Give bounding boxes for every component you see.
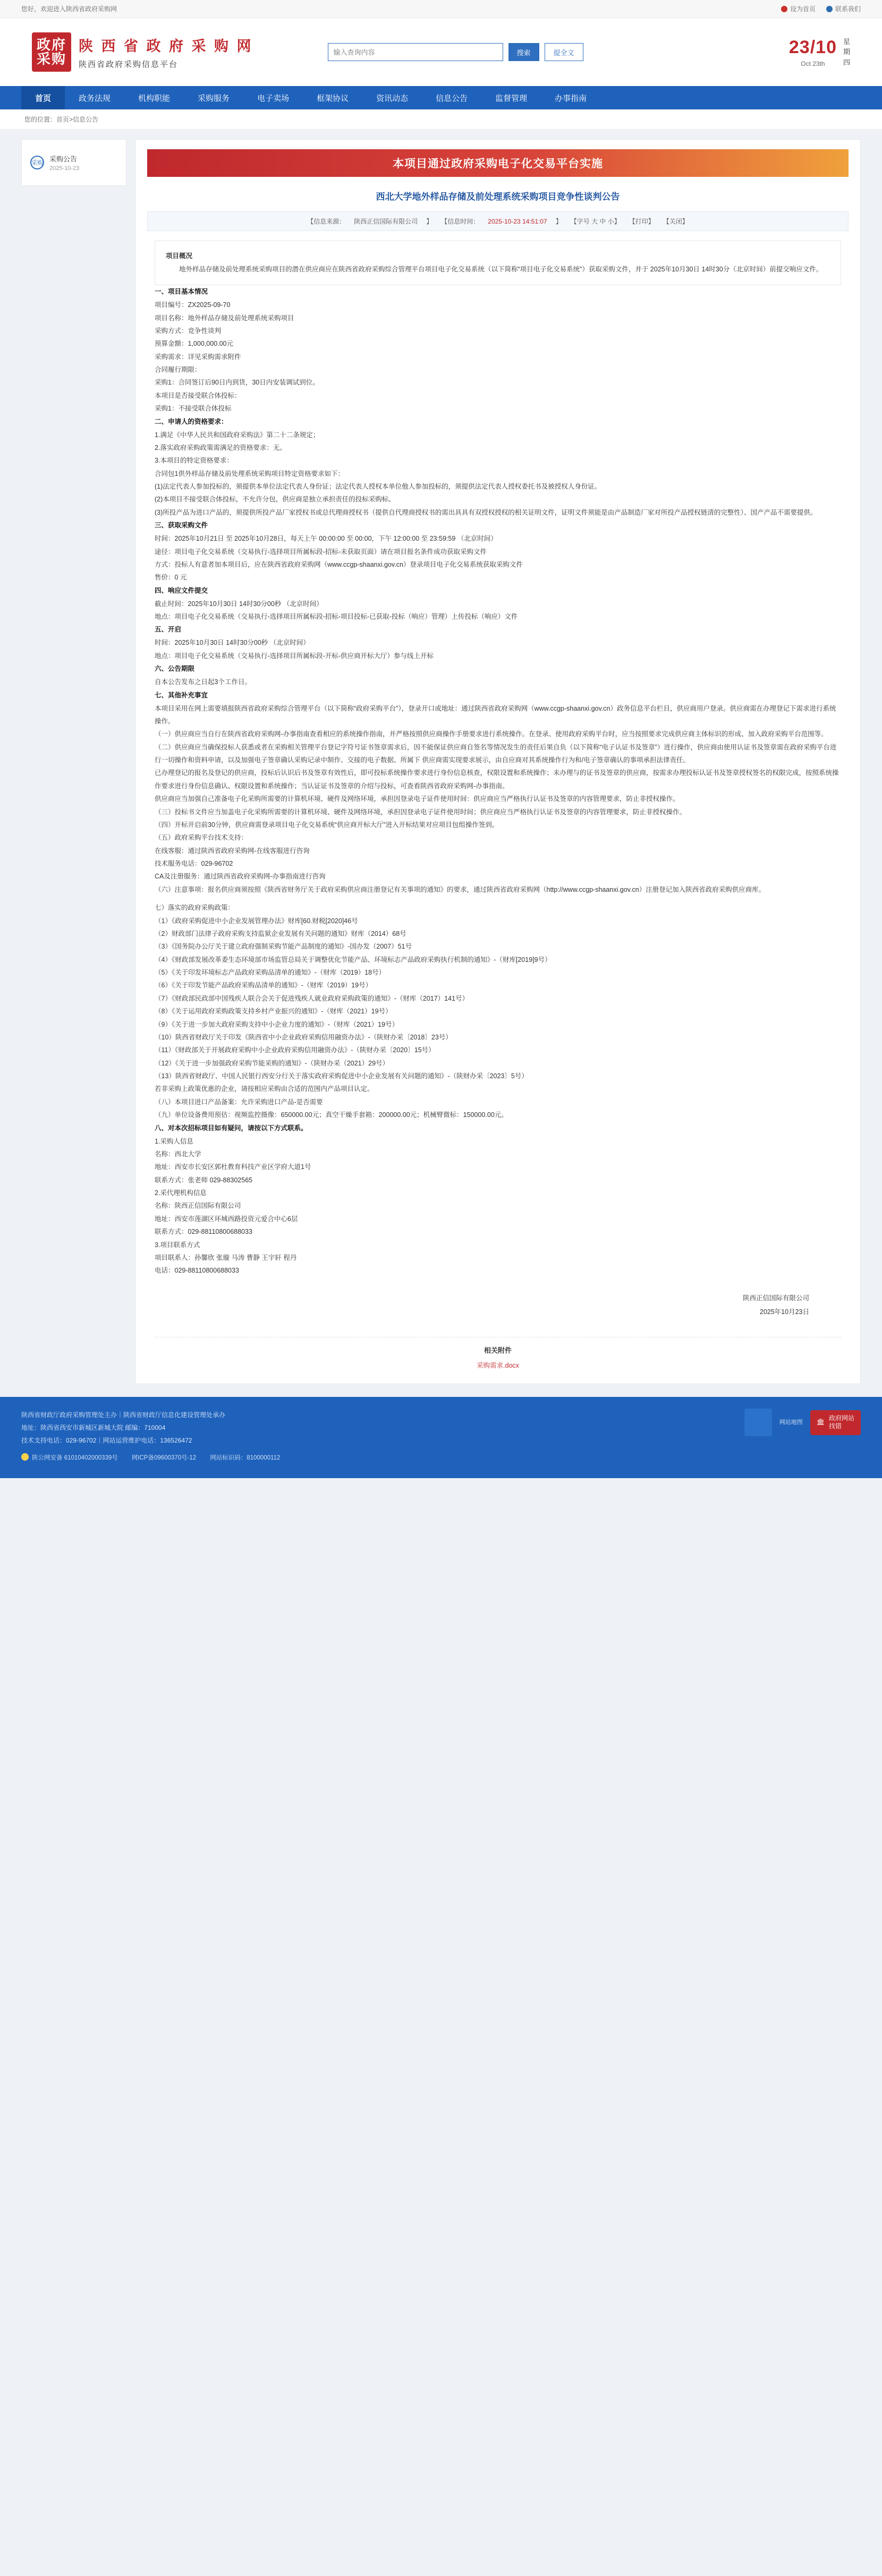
section-line: 采购1：合同签订后90日内到货，30日内安装调试到位。	[155, 379, 319, 387]
footer-badges	[744, 1409, 861, 1436]
search-area	[328, 43, 583, 61]
greeting-text: 您好，欢迎进入陕西省政府采购网	[21, 5, 117, 13]
breadcrumb	[0, 109, 882, 130]
site-name: 陕 西 省 政 府 采 购 网	[79, 38, 253, 54]
shield-icon	[21, 1453, 29, 1461]
section-line: 采购方式：竞争性谈判	[155, 327, 222, 335]
document-body	[135, 231, 860, 1319]
section-line: （9）《关于进一步加大政府采购支持中小企业力度的通知》-（财库（2021）19号）	[155, 1020, 399, 1028]
section-line: 售价：0 元	[155, 574, 187, 582]
section-line: 在线客服：通过陕西省政府采购网-在线客服进行咨询	[155, 847, 310, 855]
nav-item-policies[interactable]: 政务法规	[79, 93, 111, 103]
site-logo[interactable]	[32, 32, 253, 72]
time-end: 】	[555, 218, 562, 226]
nav-item-emarket[interactable]: 电子卖场	[257, 93, 290, 103]
footer-line-1: 陕西省财政厅政府采购管理处主办｜陕西省财政厅信息化建设管理处承办	[21, 1411, 226, 1419]
home-icon	[781, 6, 787, 12]
source-end: 】	[426, 218, 433, 226]
content-area	[0, 130, 882, 1384]
logo-badge-icon	[32, 32, 71, 72]
section-line: （1）《政府采购促进中小企业发展管理办法》财库[60.财税[2020]46号	[155, 917, 358, 925]
section-line: （5）《关于印发环境标志产品政府采购品清单的通知》-（财库（2019）18号）	[155, 969, 386, 977]
section-line: 地点：项目电子化交易系统（交易执行-选择项目所属标段-招标-项目投标-已获取-投标（响应）管理）上传投标（响应）文件	[155, 613, 518, 621]
footer-bottom	[21, 1447, 861, 1464]
logo-line-2: 采购	[36, 51, 66, 67]
section-line: （4）《财政部发展改革委生态环境部市场监管总局关于调整优化节能产品、环境标志产品政府采购执行机制的通知》-（财库[2019]9号）	[155, 956, 552, 963]
section-line: 2.落实政府采购政策需满足的资格要求：无。	[155, 443, 286, 451]
close-button[interactable]: 【关闭】	[663, 218, 689, 226]
section-line: 自本公告发布之日起3个工作日。	[155, 678, 251, 686]
section-line: （八）本项目进口产品备案：允许采购进口产品-是否需要	[155, 1098, 323, 1106]
section-heading: 二、申请人的资格要求：	[155, 417, 228, 425]
section-line: CA及注册服务：通过陕西省政府采购网-办事指南进行咨询	[155, 873, 326, 881]
section-heading: 四、响应文件提交	[155, 586, 208, 594]
sitemap-label[interactable]: 网站地图	[779, 1419, 803, 1426]
nav-item-news[interactable]: 资讯动态	[376, 93, 409, 103]
section-line: 本项目采用在网上需要填报陕西省政府采购综合管理平台（以下简称“政府采购平台”），登录开口或地址：通过陕西省政府采购网（www.ccgp-shaanxi.gov.cn）政务信息平台栏目，供应商用户登录。供应商需在办理登记下需求进行系统操作。	[155, 704, 836, 725]
sidebar-item-date: 2025-10-23	[49, 165, 80, 172]
section-line: 3.本项目的特定资格要求：	[155, 457, 233, 465]
footer-line-2: 地址：陕西省西安市新城区新城大院 邮编：710004	[21, 1424, 166, 1432]
main-panel	[135, 139, 861, 1384]
section-line: 已办理登记的报名及登记的供应商，投标后认识后书及签章有效性后，即可投标系统操作要求进行身份信息核查，权限设置和系统操作；未办理与的证书及签章的供应商，按需求办理投标认证书及签章授权签名的权限完成，按照系统操作要求进行身份信息确认、权限设置和系统操作；当认证证书及签章的介绍与投标，可查看陕西省政府采购网-办事指南。	[155, 769, 839, 790]
qrcode-icon[interactable]	[744, 1409, 772, 1436]
document-meta-bar	[147, 211, 849, 231]
topbar-links	[781, 4, 861, 13]
overview-text: 地外样品存储及前处理系统采购项目的潜在供应商应在陕西省政府采购综合管理平台项目电子化交易系统（以下简称“项目电子化交易系统”）获取采购文件，并于 2025年10月30日 14时30分（北京时间）前提交响应文件。	[179, 266, 823, 274]
section-line: 地点：项目电子化交易系统（交易执行-选择项目所属标段-开标-供应商开标大厅）参与线上开标	[155, 652, 434, 660]
sidebar-item-label: 采购公告	[49, 155, 78, 163]
section-line: （11）《财政部关于开展政府采购中小企业政府采购信用融资办法》-（陕财办采〔2020〕15号）	[155, 1046, 435, 1054]
section-line: 时间：2025年10月21日 至 2025年10月28日，每天上午 00:00:00 至 00:00，下午 12:00:00 至 23:59:59 （北京时间）	[155, 535, 497, 543]
overview-box	[155, 241, 841, 285]
section-heading: 三、获取采购文件	[155, 522, 208, 530]
section-line: 预算金额：1,000,000.00元	[155, 340, 233, 348]
attachment-heading: 相关附件	[155, 1337, 841, 1355]
icp-record[interactable]: 网ICP备09600370号-12	[131, 1455, 197, 1462]
section-line: （一）供应商应当自行在陕西省政府采购网-办事指南查看相应的系统操作指南，并严格按照供应商操作手册要求进行系统操作。在登录、使用政府采购平台时，应当按照要求完成供应商主体标识的形成、加入政府采购平台范围等。	[155, 730, 828, 738]
nav-item-guide[interactable]: 办事指南	[555, 93, 587, 103]
top-utility-bar	[0, 0, 882, 18]
nav-item-announcements[interactable]: 信息公告	[436, 93, 468, 103]
site-footer	[0, 1397, 882, 1478]
section-line: 联系方式：张老师 029-88302565	[155, 1176, 253, 1184]
breadcrumb-item-home[interactable]: 首页	[56, 116, 70, 123]
section-line: （四）开标开启前30分钟，供应商需登录项目电子化交易系统“供应商开标大厅”进入开标结果对应项目包组操作签到。	[155, 821, 499, 829]
section-line: （2）财政部门法律子政府采购支持监狱企业发展有关问题的通知》财库（2014）68号	[155, 929, 406, 937]
nav-item-framework[interactable]: 框架协议	[317, 93, 349, 103]
gov-badge-icon: 🏛	[816, 1418, 825, 1426]
gov-report-badge[interactable]	[810, 1410, 861, 1435]
sidebar	[21, 139, 126, 186]
signature-org: 陕西正信国际有限公司	[742, 1294, 809, 1302]
set-homepage-link[interactable]: 设为首页	[781, 4, 816, 13]
weekday-label: 星 期 四	[843, 37, 850, 66]
section-heading: 一、项目基本情况	[155, 288, 208, 296]
section-line: (2)本项目不接受联合体投标，不允许分包，供应商是独立承担责任的投标采购标。	[155, 496, 395, 504]
search-button[interactable]: 搜索	[508, 43, 539, 61]
section-line: （7）《财政部民政部中国残疾人联合会关于促进残疾人就业政府采购政策的通知》-（财库（2017）141号）	[155, 994, 469, 1002]
section-line: 1.满足《中华人民共和国政府采购法》第二十二条规定；	[155, 431, 320, 439]
mail-icon	[826, 6, 833, 12]
section-line: 供应商应当加强自己准备电子化采购所需要的计算机环境、硬件及网络环境，承担因登录电子证件使用时间：供应商应当严格执行认证书及签章的内容管理要求，防止非授权操作。	[155, 795, 680, 803]
breadcrumb-item-announcements[interactable]: 信息公告	[73, 116, 99, 123]
time-label: 【信息时间：	[441, 218, 480, 226]
section-line: 地址：西安市莲湖区环城西路投资元爱合中心6层	[155, 1215, 298, 1223]
section-heading: 六、公告期限	[155, 665, 195, 673]
main-nav	[0, 86, 882, 109]
search-input[interactable]	[328, 43, 503, 61]
platform-banner: 本项目通过政府采购电子化交易平台实施	[147, 149, 849, 177]
sidebar-item-procurement-notice[interactable]	[22, 148, 126, 177]
breadcrumb-separator: >	[69, 115, 73, 123]
gov-badge-line2: 找错	[828, 1422, 842, 1430]
section-line: 技术服务电话：029-96702	[155, 860, 233, 868]
date-slash: /	[810, 37, 816, 57]
section-line: 地址：西安市长安区郭杜教育科技产业区学府大道1号	[155, 1163, 311, 1171]
section-spacer	[155, 896, 841, 901]
section-line: 名称：西北大学	[155, 1150, 201, 1158]
font-size-controls[interactable]: 【字号 大 中 小】	[570, 218, 621, 226]
section-line: 合同履行期限：	[155, 366, 201, 374]
section-heading: 七、其他补充事宜	[155, 691, 208, 699]
date-month: 10	[816, 37, 837, 57]
contact-us-link[interactable]: 联系我们	[826, 4, 861, 13]
signature-block	[155, 1277, 841, 1319]
section-line: 采购需求：详见采购需求附件	[155, 353, 241, 361]
nav-item-home[interactable]: 首页	[21, 86, 65, 109]
signature-date: 2025年10月23日	[759, 1308, 809, 1316]
section-line: 1.采购人信息	[155, 1137, 193, 1145]
print-button[interactable]: 【打印】	[629, 218, 655, 226]
section-line: （8）《关于运用政府采购政策支持乡村产业振兴的通知》-（财库（2021）19号）	[155, 1008, 392, 1016]
site-identifier: 网站标识码：8100000112	[210, 1455, 281, 1462]
section-line: 合同包1供外样品存储及前处理系统采购项目特定资格要求如下：	[155, 470, 344, 477]
section-line: 项目编号：ZX2025-09-70	[155, 301, 231, 309]
logo-line-1: 政府	[36, 36, 66, 53]
section-line: 联系方式：029-88110800688033	[155, 1228, 252, 1236]
breadcrumb-prefix: 您的位置：	[24, 116, 57, 123]
section-line: 3.项目联系方式	[155, 1241, 200, 1249]
section-line: （六）注意事项：报名供应商须按照《陕西省财务厅关于政府采购供应商注册登记有关事项的通知》的要求，通过陕西省政府采购网（http://www.ccgp-shaanxi.gov.cn）注册登记加入陕西省政府采购供应商库。	[155, 885, 766, 893]
source-label: 【信息来源：	[307, 218, 346, 226]
police-record[interactable]: 陕公网安备 61010402000339号	[21, 1452, 118, 1464]
section-line: (1)法定代表人参加投标的，须提供本单位法定代表人身份证；法定代表人授权本单位他人参加投标的，须提供法定代表人授权委托书及被授权人身份证。	[155, 483, 601, 491]
notice-icon: 采购	[30, 156, 44, 169]
footer-line-3: 技术支持电话：029-96702｜网站运营维护电话：136526472	[21, 1437, 192, 1445]
section-line: 项目名称：地外样品存储及前处理系统采购项目	[155, 314, 294, 322]
nav-item-services[interactable]: 采购服务	[198, 93, 230, 103]
section-line: （五）政府采购平台技术支持：	[155, 834, 248, 842]
section-line: 2.采代理机构信息	[155, 1189, 207, 1197]
date-day: 23	[788, 37, 810, 57]
document-sections	[155, 285, 841, 1277]
date-sub: Oct 23th	[801, 59, 825, 67]
date-display	[789, 37, 850, 68]
nav-item-functions[interactable]: 机构职能	[138, 93, 171, 103]
section-line: 本项目是否接受联合体投标：	[155, 391, 241, 399]
section-line: 电话：029-88110800688033	[155, 1267, 239, 1275]
section-line: （九）单位设备费用预估：视频监控摄像：650000.00元；真空干燥手套箱：200000.00元；机械臂微标：150000.00元。	[155, 1111, 508, 1119]
section-line: 名称：陕西正信国际有限公司	[155, 1202, 241, 1210]
time-value: 2025-10-23 14:51:07	[488, 217, 547, 225]
section-line: (3)所投产品为进口产品的，须提供所投产品厂家授权书或总代理商授权书（提供自代理商授权书的需出具具有双授权授权的相关证明文件，证明文件须能是由产品制造厂家对所投产品授权链清的完整性）、国产产品不需要提供。	[155, 508, 817, 516]
section-line: 方式：投标人有意者加本项目后，应在陕西省政府采购网（www.ccgp-shaanxi.gov.cn）登录项目电子化交易系统获取采购文件	[155, 560, 523, 568]
section-line: （12）《关于进一步加强政府采购节能采购的通知》-（陕财办采（2021）29号）	[155, 1059, 389, 1067]
section-line: （三）投标书文件应当加盖电子化采购所需要的计算机环境、硬件及网络环境，承担因登录电子证件使用时间；供应商应当严格执行认证书及签章的内容管理要求，防止非授权操作。	[155, 808, 686, 816]
section-line: 若非采购上政策优惠的企业，请按相应采购由合适的范围内产品项目认定。	[155, 1085, 374, 1093]
overview-heading: 项目概况	[166, 252, 193, 260]
section-line: 时间：2025年10月30日 14时30分00秒 （北京时间）	[155, 639, 310, 647]
section-line: 七）落实的政府采购政策：	[155, 904, 235, 912]
section-line: （二）供应商应当确保投标人获悉或者在采购相关管理平台登记字符号证书签章需求后，因不能保证供应商自签名等情况发生的责任后果自负（以下简称“电子认证书及签章”）进行操作，供应商由使用认证书及签章需在政府采购平台进行一切操作和资料申请，以及加强电子签章确认采购记录中制作、交接的电子数据、所属下 供应商需实现要求展示，由自应商对其系统操作行为和/电子签章确认的事项承担法律责任。	[155, 743, 837, 764]
site-header	[0, 18, 882, 86]
page-title: 西北大学地外样品存储及前处理系统采购项目竞争性谈判公告	[376, 192, 620, 202]
site-subtitle: 陕西省政府采购信息平台	[79, 60, 179, 69]
section-heading: 五、开启	[155, 626, 182, 634]
section-line: （3）《国务院办公厅关于建立政府强制采购节能产品制度的通知》-国办发（2007）51号	[155, 943, 412, 951]
attachment-link[interactable]: 采购需求.docx	[477, 1362, 519, 1370]
nav-item-supervision[interactable]: 监督管理	[495, 93, 528, 103]
section-line: 途径：项目电子化交易系统（交易执行-选择项目所属标段-招标-未获取页面）请在项目报名条件成功获取采购文件	[155, 548, 487, 556]
gov-badge-line1: 政府网站	[828, 1414, 854, 1422]
source-value: 陕西正信国际有限公司	[354, 218, 418, 226]
footer-text	[21, 1409, 731, 1447]
section-heading: 八、对本次招标项目如有疑问，请按以下方式联系。	[155, 1124, 308, 1132]
section-line: （10）陕西省财政厅关于印发《陕西省中小企业政府采购信用融资办法》-（陕财办采〔2018〕23号）	[155, 1033, 452, 1041]
section-line: （6）《关于印发节能产品政府采购品清单的通知》-（财库（2019）19号）	[155, 982, 372, 990]
section-line: 采购1：不接受联合体投标	[155, 405, 232, 413]
section-line: （13）陕西省财政厅、中国人民银行西安分行关于落实政府采购促进中小企业发展有关问题的通知》-（陕财办采〔2023〕5号）	[155, 1072, 528, 1080]
section-line: 截止时间：2025年10月30日 14时30分00秒 （北京时间）	[155, 600, 323, 608]
section-line: 项目联系人：孙馨欣 张璇 马涛 曹静 王宇轩 程丹	[155, 1253, 297, 1261]
fulltext-search-button[interactable]: 提全文	[545, 43, 583, 61]
